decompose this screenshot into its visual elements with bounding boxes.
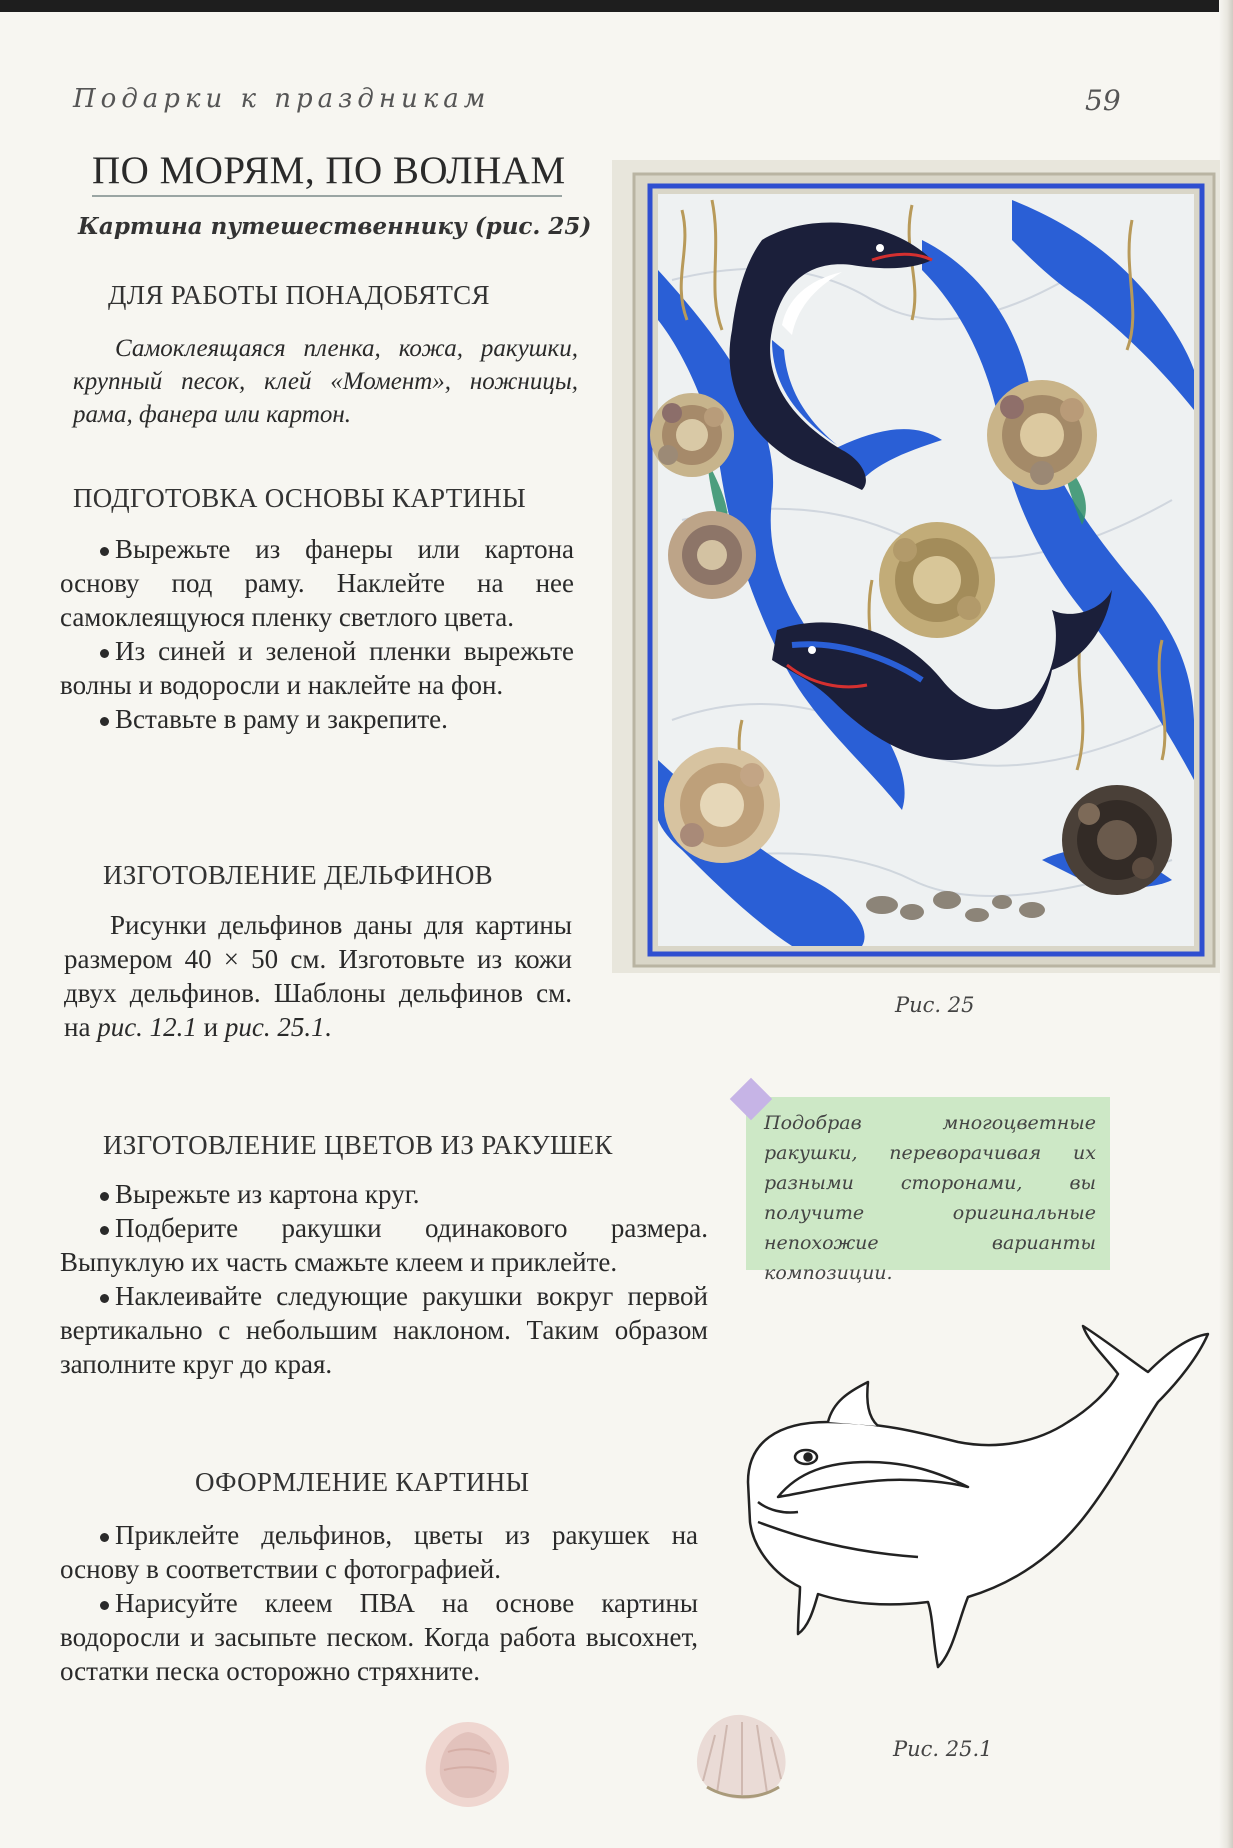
shell-flower (668, 511, 756, 599)
bullet-icon (100, 717, 109, 726)
list-item: Вырежьте из фанеры или картона основу под раму. Наклейте на нее самоклеящуюся пленку светлого цвета. (60, 534, 574, 632)
flowers-heading: ИЗГОТОВЛЕНИЕ ЦВЕТОВ ИЗ РАКУШЕК (103, 1130, 613, 1160)
figure-ref: рис. 25.1 (224, 1012, 325, 1042)
bullet-icon (100, 547, 109, 556)
bullet-icon (100, 1601, 109, 1610)
shell-flower (879, 522, 995, 638)
shell-flower (664, 747, 780, 863)
flowers-list (60, 1177, 708, 1381)
tip-text: Подобрав многоцветные ракушки, переворачивая их разными сторонами, вы получите оригинальные непохожие варианты композиции. (764, 1112, 1096, 1284)
list-item: Из синей и зеленой пленки вырежьте волны и водоросли и наклейте на фон. (60, 636, 574, 700)
base-prep-list (60, 532, 574, 736)
figure-25-caption: Рис. 25 (895, 993, 975, 1017)
dolphins-text: Рисунки дельфинов даны для картины размером 40 × 50 см. Изготовьте из кожи двух дельфинов. Шаблоны дельфинов см. на рис. 12.1 и рис. 25.1. (64, 910, 572, 1042)
dolphin-eye (808, 646, 816, 654)
page-top-edge (0, 0, 1233, 12)
list-item: Приклейте дельфинов, цветы из ракушек на основу в соответствии с фотографией. (60, 1520, 698, 1584)
materials-heading: ДЛЯ РАБОТЫ ПОНАДОБЯТСЯ (108, 280, 490, 310)
materials-text: Самоклеящаяся пленка, кожа, ракушки, крупный песок, клей «Момент», ножницы, рама, фанера или картон. (73, 335, 578, 428)
figure-ref: рис. 12.1 (97, 1012, 197, 1042)
list-item: Вырежьте из картона круг. (60, 1177, 708, 1211)
dolphin-pupil (805, 1454, 812, 1461)
bullet-icon (100, 649, 109, 658)
figure-25-photo (612, 160, 1220, 973)
shell-flower (650, 393, 734, 477)
bullet-icon (100, 1226, 109, 1235)
shell-flower (1062, 785, 1172, 895)
dolphin-eye (876, 244, 884, 252)
running-head: Подарки к праздникам (73, 84, 491, 114)
dolphin-outline (748, 1326, 1208, 1667)
article-title: ПО МОРЯМ, ПО ВОЛНАМ (92, 148, 562, 197)
figure-25-1-caption: Рис. 25.1 (893, 1737, 993, 1761)
bullet-icon (100, 1533, 109, 1542)
list-item: Нарисуйте клеем ПВА на основе картины водоросли и засыпьте песком. Когда работа высохнет, остатки песка осторожно стряхните. (60, 1588, 698, 1686)
base-prep-heading: ПОДГОТОВКА ОСНОВЫ КАРТИНЫ (73, 483, 526, 513)
figure-25-1-drawing (738, 1322, 1214, 1702)
finishing-list (60, 1518, 698, 1688)
page-right-edge (1219, 0, 1233, 1848)
list-item: Подберите ракушки одинакового размера. Выпуклую их часть смажьте клеем и приклейте. (60, 1213, 708, 1277)
dolphins-heading: ИЗГОТОВЛЕНИЕ ДЕЛЬФИНОВ (103, 860, 493, 890)
bullet-icon (100, 1294, 109, 1303)
list-item: Вставьте в раму и закрепите. (60, 702, 574, 736)
shell-icon (418, 1712, 518, 1812)
shell-flower (987, 380, 1097, 490)
page-number: 59 (1085, 84, 1121, 117)
finishing-heading: ОФОРМЛЕНИЕ КАРТИНЫ (195, 1467, 530, 1497)
shell-icon (687, 1707, 797, 1807)
bullet-icon (100, 1192, 109, 1201)
article-subtitle: Картина путешественнику (рис. 25) (78, 213, 592, 240)
list-item: Наклеивайте следующие ракушки вокруг первой вертикально с небольшим наклоном. Таким образом заполните круг до края. (60, 1281, 708, 1379)
